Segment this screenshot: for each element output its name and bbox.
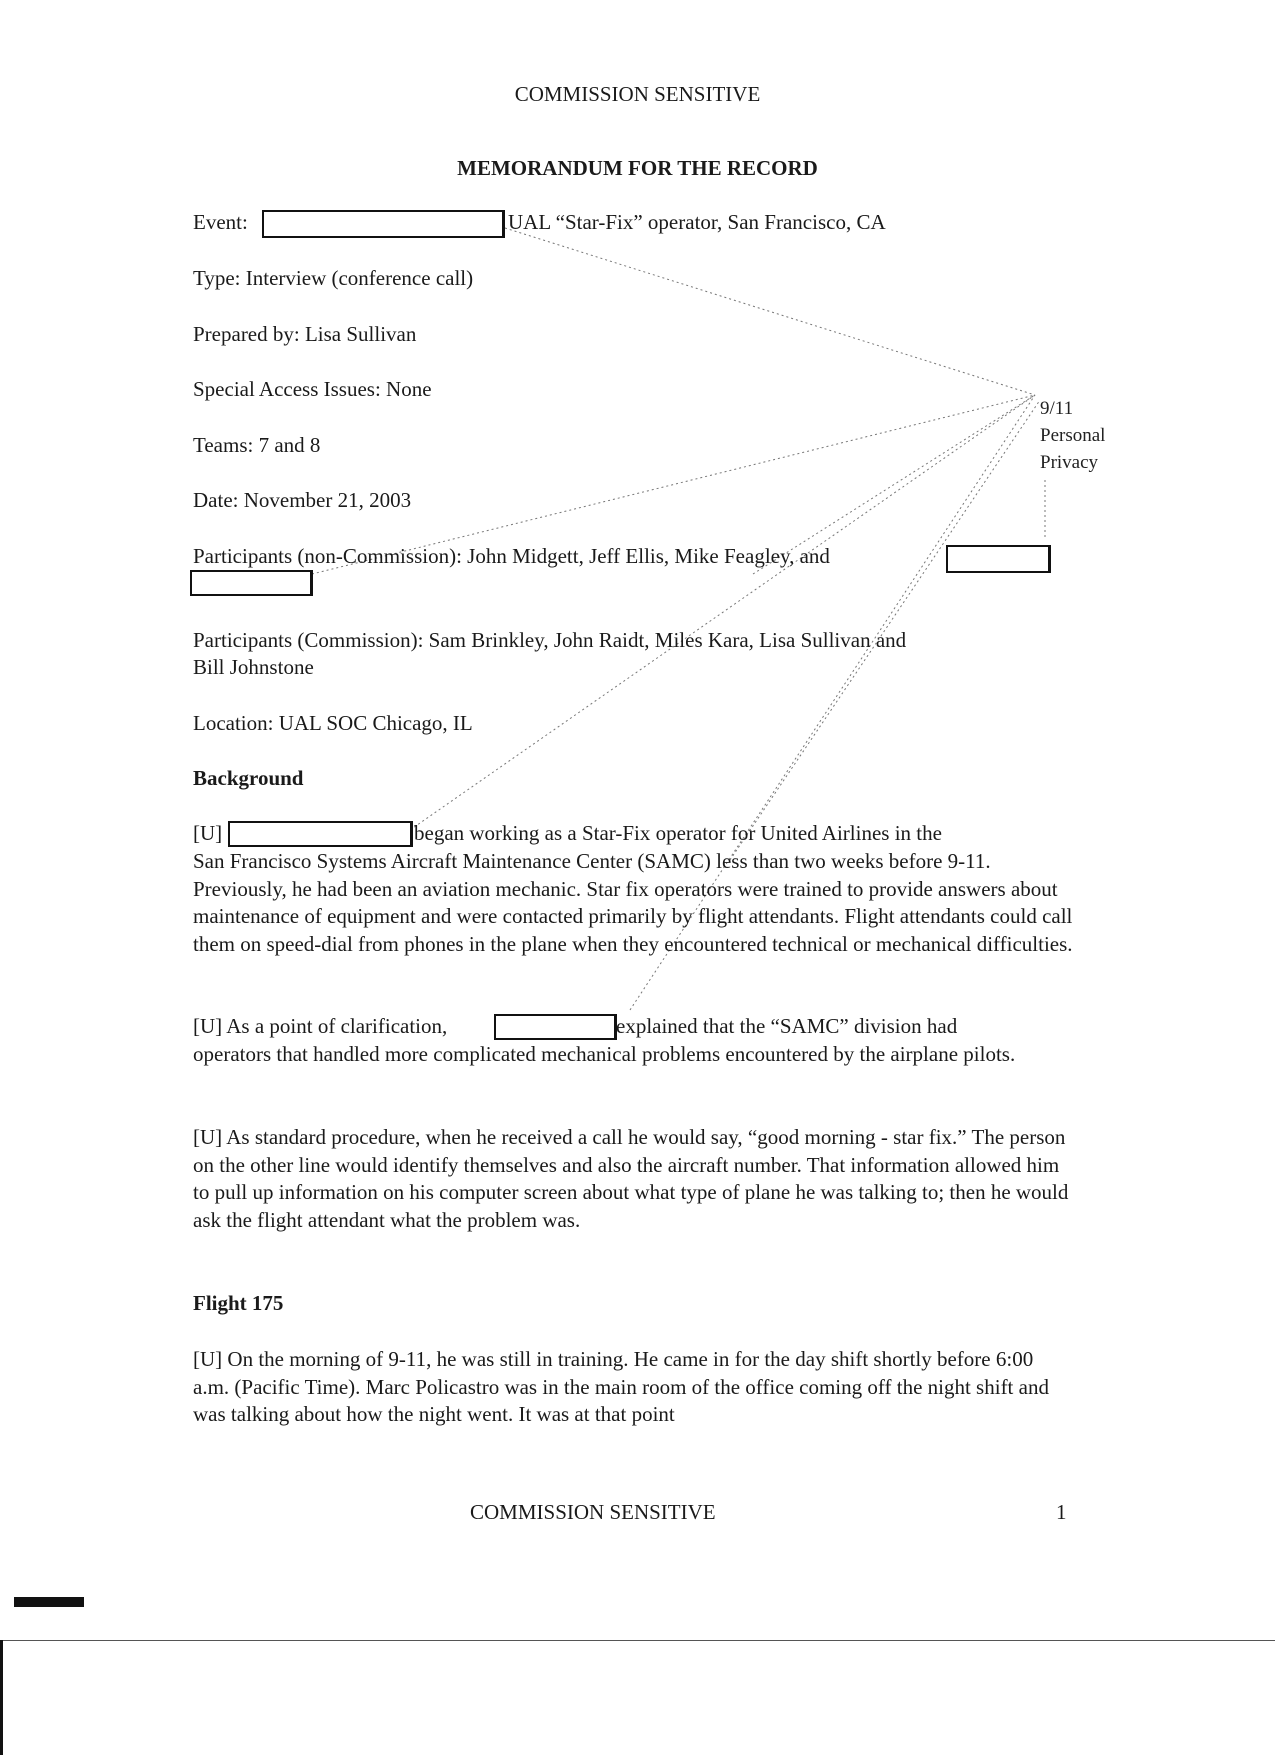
paragraph-1-line1: began working as a Star-Fix operator for United Airlines in the	[414, 821, 942, 845]
event-label: Event:	[193, 210, 248, 234]
redaction-box	[228, 821, 413, 847]
paragraph-1-lead: [U]	[193, 821, 223, 845]
background-heading: Background	[193, 766, 304, 790]
paragraph-2-lead: [U] As a point of clarification,	[193, 1014, 448, 1038]
privacy-annotation-line1: 9/11	[1040, 398, 1074, 419]
paragraph-3: [U] As standard procedure, when he received a call he would say, “good morning - star fix.” The person on the other line would identify themselves and also the aircraft number. That information allowed him to pull up information on his computer screen about what type of plane he was talking to; then he would ask the flight attendant what the problem was.	[193, 1125, 1069, 1232]
scan-edge-line	[0, 1640, 3, 1755]
prepared-by-line: Prepared by: Lisa Sullivan	[193, 322, 417, 346]
memo-title: MEMORANDUM FOR THE RECORD	[457, 156, 818, 180]
participants-non-commission: Participants (non-Commission): John Midgett, Jeff Ellis, Mike Feagley, and	[193, 544, 830, 568]
privacy-annotation-line2: Personal	[1040, 425, 1106, 446]
scan-mark	[14, 1597, 84, 1607]
participants-commission-line2: Bill Johnstone	[193, 655, 314, 679]
date-line: Date: November 21, 2003	[193, 488, 412, 512]
teams-line: Teams: 7 and 8	[193, 433, 321, 457]
redaction-box	[262, 210, 505, 238]
paragraph-4: [U] On the morning of 9-11, he was still in training. He came in for the day shift shortly before 6:00 a.m. (Pacific Time). Marc Policastro was in the main room of the office coming off the night shift and was talking about how the night went. It was at that point	[193, 1347, 1049, 1426]
redaction-box	[946, 545, 1051, 573]
paragraph-1-body: San Francisco Systems Aircraft Maintenance Center (SAMC) less than two weeks before 9-11. Previously, he had been an aviation mechanic. Star fix operators were trained to provide answers about maintenance of equipment and were contacted primarily by flight attendants. Flight attendants could call them on speed-dial from phones in the plane when they encountered technical or mechanical difficulties.	[193, 849, 1073, 956]
scan-edge-line	[0, 1640, 1275, 1641]
header-classification: COMMISSION SENSITIVE	[514, 82, 761, 106]
paragraph-2-body: operators that handled more complicated mechanical problems encountered by the airplane pilots.	[193, 1042, 1016, 1066]
location-line: Location: UAL SOC Chicago, IL	[193, 711, 473, 735]
redaction-box	[190, 570, 313, 596]
paragraph-2-line1: explained that the “SAMC” division had	[616, 1014, 958, 1038]
footer-classification: COMMISSION SENSITIVE	[470, 1500, 716, 1524]
privacy-annotation-line3: Privacy	[1040, 452, 1099, 473]
flight-175-heading: Flight 175	[193, 1291, 284, 1315]
page-number: 1	[1056, 1500, 1067, 1524]
special-access-line: Special Access Issues: None	[193, 377, 432, 401]
type-line: Type: Interview (conference call)	[193, 266, 474, 290]
redaction-box	[494, 1014, 617, 1040]
event-value: UAL “Star-Fix” operator, San Francisco, CA	[508, 210, 886, 234]
participants-commission-line1: Participants (Commission): Sam Brinkley, John Raidt, Miles Kara, Lisa Sullivan and	[193, 628, 907, 652]
